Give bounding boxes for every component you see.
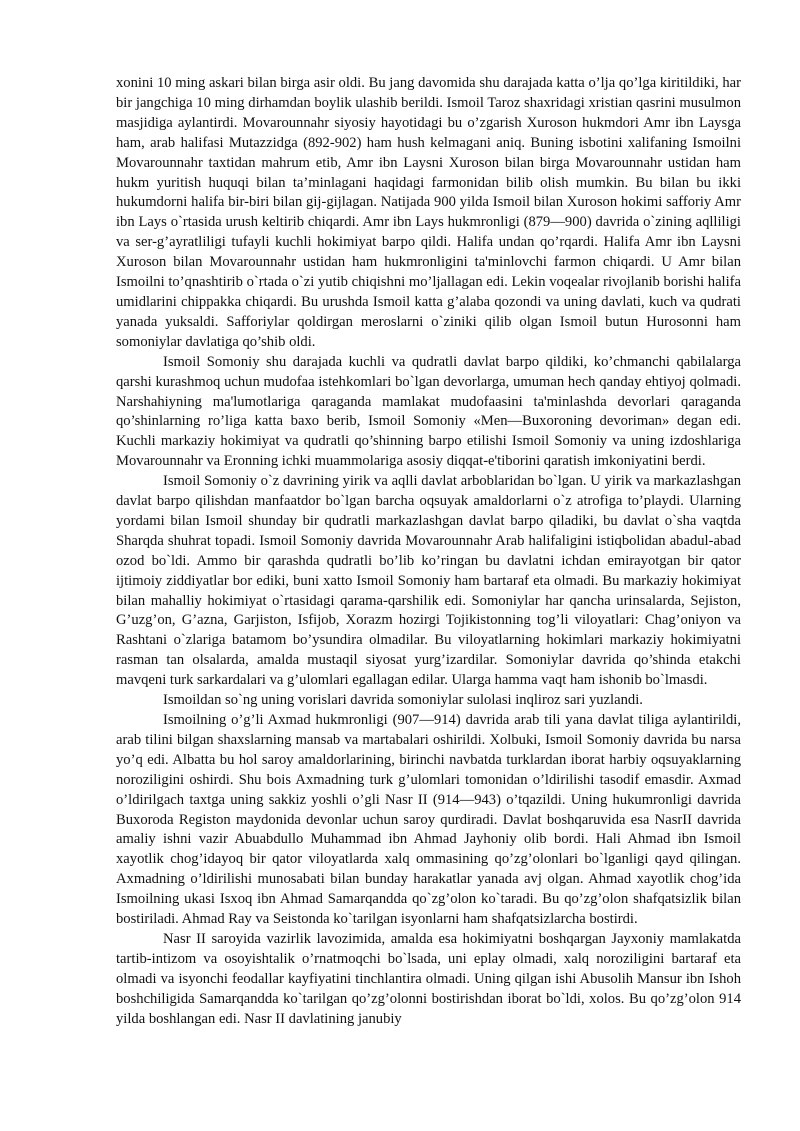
paragraph-2: Ismoil Somoniy shu darajada kuchli va qudratli davlat barpo qildiki, ko’chmanchi qabilalarga qarshi kurashmoq uchun mudofaa istehkomlari bo`lgan devorlarga, umuman hech qanday ehtiyoj qolmadi. Narshahiyning ma'lumotlariga qaraganda mamlakat mudofaasini ta'minlashda devorlari qaraganda qo’shinlarning ro’liga katta baxo berib, Ismoil Somoniy «Men—Buxoroning devoriman» degan edi. Kuchli markaziy hokimiyat va qudratli qo’shinning barpo etilishi Ismoil Somoniy va uning izdoshlariga Movarounnahr va Eronning ichki muammolariga asosiy diqqat-e'tiborini qaratish imkoniyatini berdi. xyxy=(116,353,741,470)
paragraph-4: Ismoildan so`ng uning vorislari davrida somoniylar sulolasi inqliroz sari yuzlandi. xyxy=(163,692,643,709)
document-page xyxy=(116,74,741,1030)
paragraph-6: Nasr II saroyida vazirlik lavozimida, amalda esa hokimiyatni boshqargan Jayxoniy mamlakatda tartib-intizom va osoyishtalik o’rnatmoqchi bo`lsada, uni eplay olmadi, xalq noroziligini bartaraf eta olmadi va isyonchi feodallar kayfiyatini tinchlantira olmadi. Uning qilgan ishi Abusolih Mansur ibn Ishoh boshchiligida Samarqandda ko`tarilgan qo’zg’olonni bostirishdan iborat bo`ldi, xolos. Bu qo’zg’olon 914 yilda boshlangan edi. Nasr II davlatining janubiy xyxy=(116,930,741,1027)
paragraph-1: xonini 10 ming askari bilan birga asir oldi. Bu jang davomida shu darajada katta o’lja qo’lga kiritildiki, har bir jangchiga 10 ming dirhamdan boylik ulashib berildi. Ismoil Taroz shaxridagi xristian qasrini musulmon masjidiga aylantirdi. Movarounnahr siyosiy hayotidagi bu o’zgarish Xuroson hukmdori Amr ibn Laysga ham, arab halifasi Mutazzidga (892-902) ham hush kelmagani aniq. Buning isbotini xalifaning Ismoilni Movarounnahr taxtidan mahrum etib, Amr ibn Laysni Xuroson bilan birga Movarounnahr ustidan ham hukm yuritish huquqi bilan ta’minlagani haqidagi farmonidan bilib olish mumkin. Bu bilan bu ikki hukumdorni halifa bir-biri bilan gij-gijlagan. Natijada 900 yilda Ismoil bilan Xuroson hokimi safforiy Amr ibn Lays o`rtasida urush keltirib chiqardi. Amr ibn Lays hukmronligi (879—900) davrida o`zining aqlliligi va ser-g’ayratliligi tufayli kuchli hokimiyat barpo qildi. Halifa undan qo’rqardi. Halifa Amr ibn Laysni Xuroson bilan Movarounnahr ustidan ham hukmronligini ta'minlovchi farmon chiqardi. U Amr bilan Ismoilni to’qnashtirib o`rtada o`zi yutib chiqishni mo’ljallagan edi. Lekin voqealar rivojlanib borishi halifa umidlarini chippakka chiqardi. Bu urushda Ismoil katta g’alaba qozondi va uning davlati, kuch va qudrati yanada yuksaldi. Safforiylar qoldirgan meroslarni o`ziniki qilib olgan Ismoil butun Hurosonni ham somoniylar davlatiga qo’shib oldi. xyxy=(116,75,741,350)
paragraph-3: Ismoil Somoniy o`z davrining yirik va aqlli davlat arboblaridan bo`lgan. U yirik va markazlashgan davlat barpo qilishdan manfaatdor bo`lgan barcha oqsuyak amaldorlarni o`z atrofiga to’playdi. Ularning yordami bilan Ismoil shunday bir qudratli markazlashgan davlat barpo qiladiki, bu davlat o`sha vaqtda Sharqda shuhrat topadi. Ismoil Somoniy davrida Movarounnahr Arab halifaligini istiqbolidan abadul-abad ozod bo`ldi. Ammo bir qarashda qudratli bo’lib ko’ringan bu davlatni ichdan emirayotgan bir qator ijtimoiy ziddiyatlar bor ediki, buni xatto Ismoil Somoniy ham bartaraf eta olmadi. Bu markaziy hokimiyat bilan mahalliy hokimiyat o`rtasidagi qarama-qarshilik edi. Somoniylar har qancha urinsalarda, Sejiston, G’uzg’on, G’azna, Garjiston, Isfijob, Xorazm hozirgi Tojikistonning tog’li viloyatlari: Chag’oniyon va Rashtani o`zlariga batamom bo’ysundira olmadilar. Bu viloyatlarning hokimlari markaziy hokimiyatni rasman tan olsalarda, amalda mustaqil siyosat yurg’izardilar. Somoniylar davrida qo’shinda etakchi mavqeni turk sarkardalari va g’ulomlari egallagan edilar. Ularga hamma vaqt ham ishonib bo`lmasdi. xyxy=(116,473,741,689)
paragraph-5: Ismoilning o’g’li Axmad hukmronligi (907—914) davrida arab tili yana davlat tiliga aylantirildi, arab tilini bilgan shaxslarning mansab va martabalari oshirildi. Xolbuki, Ismoil Somoniy davrida bu narsa yo’q edi. Albatta bu hol saroy amaldorlarining, birinchi navbatda turklardan iborat harbiy oqsuyaklarning noroziligini oshirdi. Shu bois Axmadning turk g’ulomlari tomonidan o’ldirilishi tasodif emasdir. Axmad o’ldirilgach taxtga uning sakkiz yoshli o’gli Nasr II (914—943) o’tqazildi. Uning hukumronligi davrida Buxoroda Registon maydonida devonlar uchun saroy qurdiradi. Davlat boshqaruvida esa NasrII davrida amaliy ishni vazir Abuabdullo Muhammad ibn Ahmad Jayhoniy olib bordi. Hali Ahmad ibn Ismoil xayotlik chog’idayoq bir qator viloyatlarda xalq ommasining qo’zg’olonlari bo`lganligi qayd qilingan. Axmadning o’ldirilishi munosabati bilan bunday harakatlar yanada avj olgan. Ahmad xayotlik chog’ida Ismoilning ukasi Isxoq ibn Ahmad Samarqandda qo`zg’olon ko`taradi. Bu qo’zg’olon shafqatsizlik bilan bostiriladi. Ahmad Ray va Seistonda ko`tarilgan isyonlarni ham shafqatsizlarcha bostirdi. xyxy=(116,712,741,928)
